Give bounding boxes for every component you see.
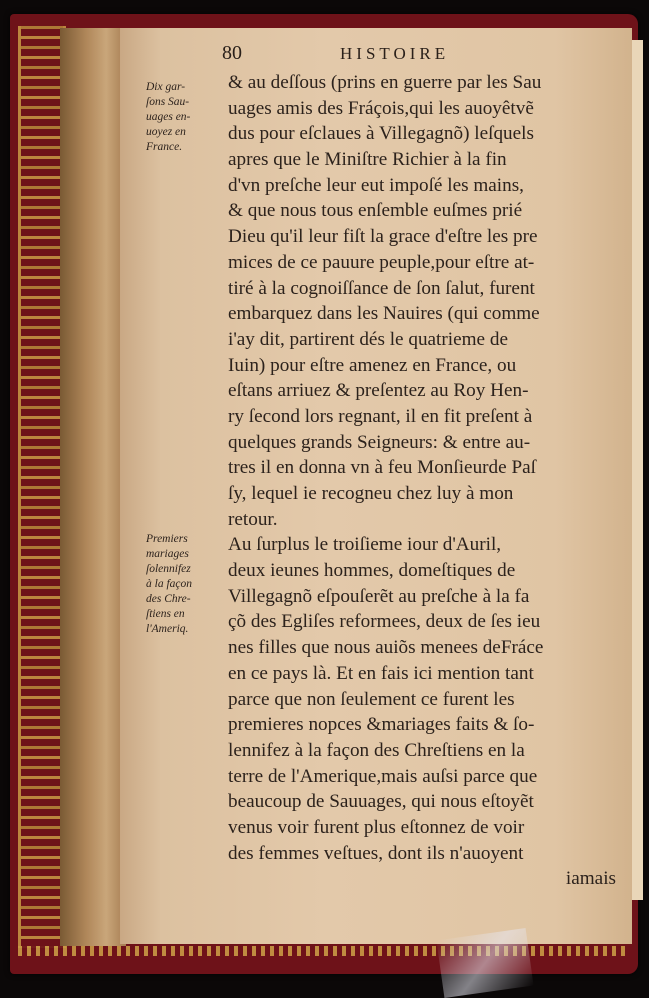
- gilt-tooling-bottom: [18, 946, 630, 956]
- body-line: Villegagnõ eſpouſerẽt au preſche à la fa: [228, 585, 530, 607]
- body-line: des femmes veſtues, dont ils n'auoyent: [228, 842, 524, 864]
- body-line: embarquez dans les Nauires (qui comme: [228, 303, 540, 325]
- body-line: ſy, lequel ie recogneu chez luy à mon: [228, 483, 514, 504]
- margin-note-line: France.: [146, 141, 183, 153]
- page-header: [222, 42, 562, 72]
- light-glare: [436, 928, 533, 998]
- body-text: [228, 70, 616, 892]
- body-line: terre de l'Amerique,mais auſsi parce que: [228, 765, 538, 787]
- margin-note-line: Dix gar-: [146, 81, 186, 93]
- body-line: premieres nopces &mariages faits & ſo-: [228, 714, 535, 736]
- body-line: Au ſurplus le troiſieme iour d'Auril,: [228, 534, 502, 556]
- body-line: deux ieunes hommes, domeſtiques de: [228, 560, 516, 582]
- margin-note-line: l'Ameriq.: [146, 623, 189, 635]
- body-line: venus voir furent plus eſtonnez de voir: [228, 816, 525, 838]
- body-line: tres il en donna vn à feu Monſieurde Paſ: [228, 457, 536, 479]
- margin-note-line: uages en-: [146, 111, 191, 123]
- body-line: & au deſſous (prins en guerre par les Sau: [228, 72, 542, 93]
- gilt-tooling-left: [18, 26, 66, 948]
- body-line: d'vn preſche leur eut impoſé les mains,: [228, 174, 524, 196]
- body-line: eſtans arriuez & preſentez au Roy Hen-: [228, 380, 529, 402]
- margin-note-line: ſtiens en: [146, 608, 185, 620]
- margin-note: [146, 80, 226, 155]
- margin-note-line: ſolennifez: [146, 563, 191, 575]
- body-line: parce que non ſeulement ce furent les: [228, 688, 515, 710]
- body-line: dus pour eſclaues à Villegagnõ) leſquels: [228, 123, 534, 145]
- body-line: Iuin) pour eſtre amenez en France, ou: [228, 354, 517, 376]
- body-line: i'ay dit, partirent dés le quatrieme de: [228, 328, 508, 350]
- margin-note-line: uoyez en: [146, 126, 186, 138]
- margin-note-line: ſons Sau-: [146, 96, 190, 108]
- page-number: 80: [222, 42, 242, 64]
- body-line: apres que le Miniſtre Richier à la fin: [228, 149, 507, 171]
- margin-note-line: Premiers: [146, 533, 188, 545]
- body-line: uages amis des Fráçois,qui les auoyêtvẽ: [228, 97, 534, 119]
- running-title: HISTOIRE: [340, 44, 450, 63]
- body-line: en ce pays là. Et en fais ici mention tant: [228, 662, 534, 684]
- body-line: & que nous tous enſemble euſmes prié: [228, 200, 523, 222]
- margin-note-line: des Chre-: [146, 593, 191, 605]
- body-line: quelques grands Seigneurs: & entre au-: [228, 431, 531, 453]
- margin-note: [146, 532, 226, 637]
- body-line: Dieu qu'il leur fiſt la grace d'eſtre les pre: [228, 226, 538, 248]
- catchword: iamais: [565, 868, 616, 890]
- body-line: mices de ce pauure peuple,pour eſtre at-: [228, 251, 535, 273]
- margin-note-line: mariages: [146, 548, 189, 560]
- body-line: retour.: [228, 508, 278, 530]
- body-line: tiré à la cognoiſſance de ſon ſalut, furent: [228, 277, 535, 299]
- margin-note-line: à la façon: [146, 578, 192, 590]
- body-line: beaucoup de Sauuages, qui nous eſtoyẽt: [228, 791, 534, 813]
- body-line: nes filles que nous auiõs menees deFráce: [228, 637, 544, 659]
- page-edges: [60, 28, 126, 946]
- body-line: ry ſecond lors regnant, il en fit preſent à: [228, 405, 533, 427]
- body-line: çõ des Egliſes reformees, deux de ſes ieu: [228, 611, 541, 633]
- body-line: lennifez à la façon des Chreſtiens en la: [228, 739, 525, 761]
